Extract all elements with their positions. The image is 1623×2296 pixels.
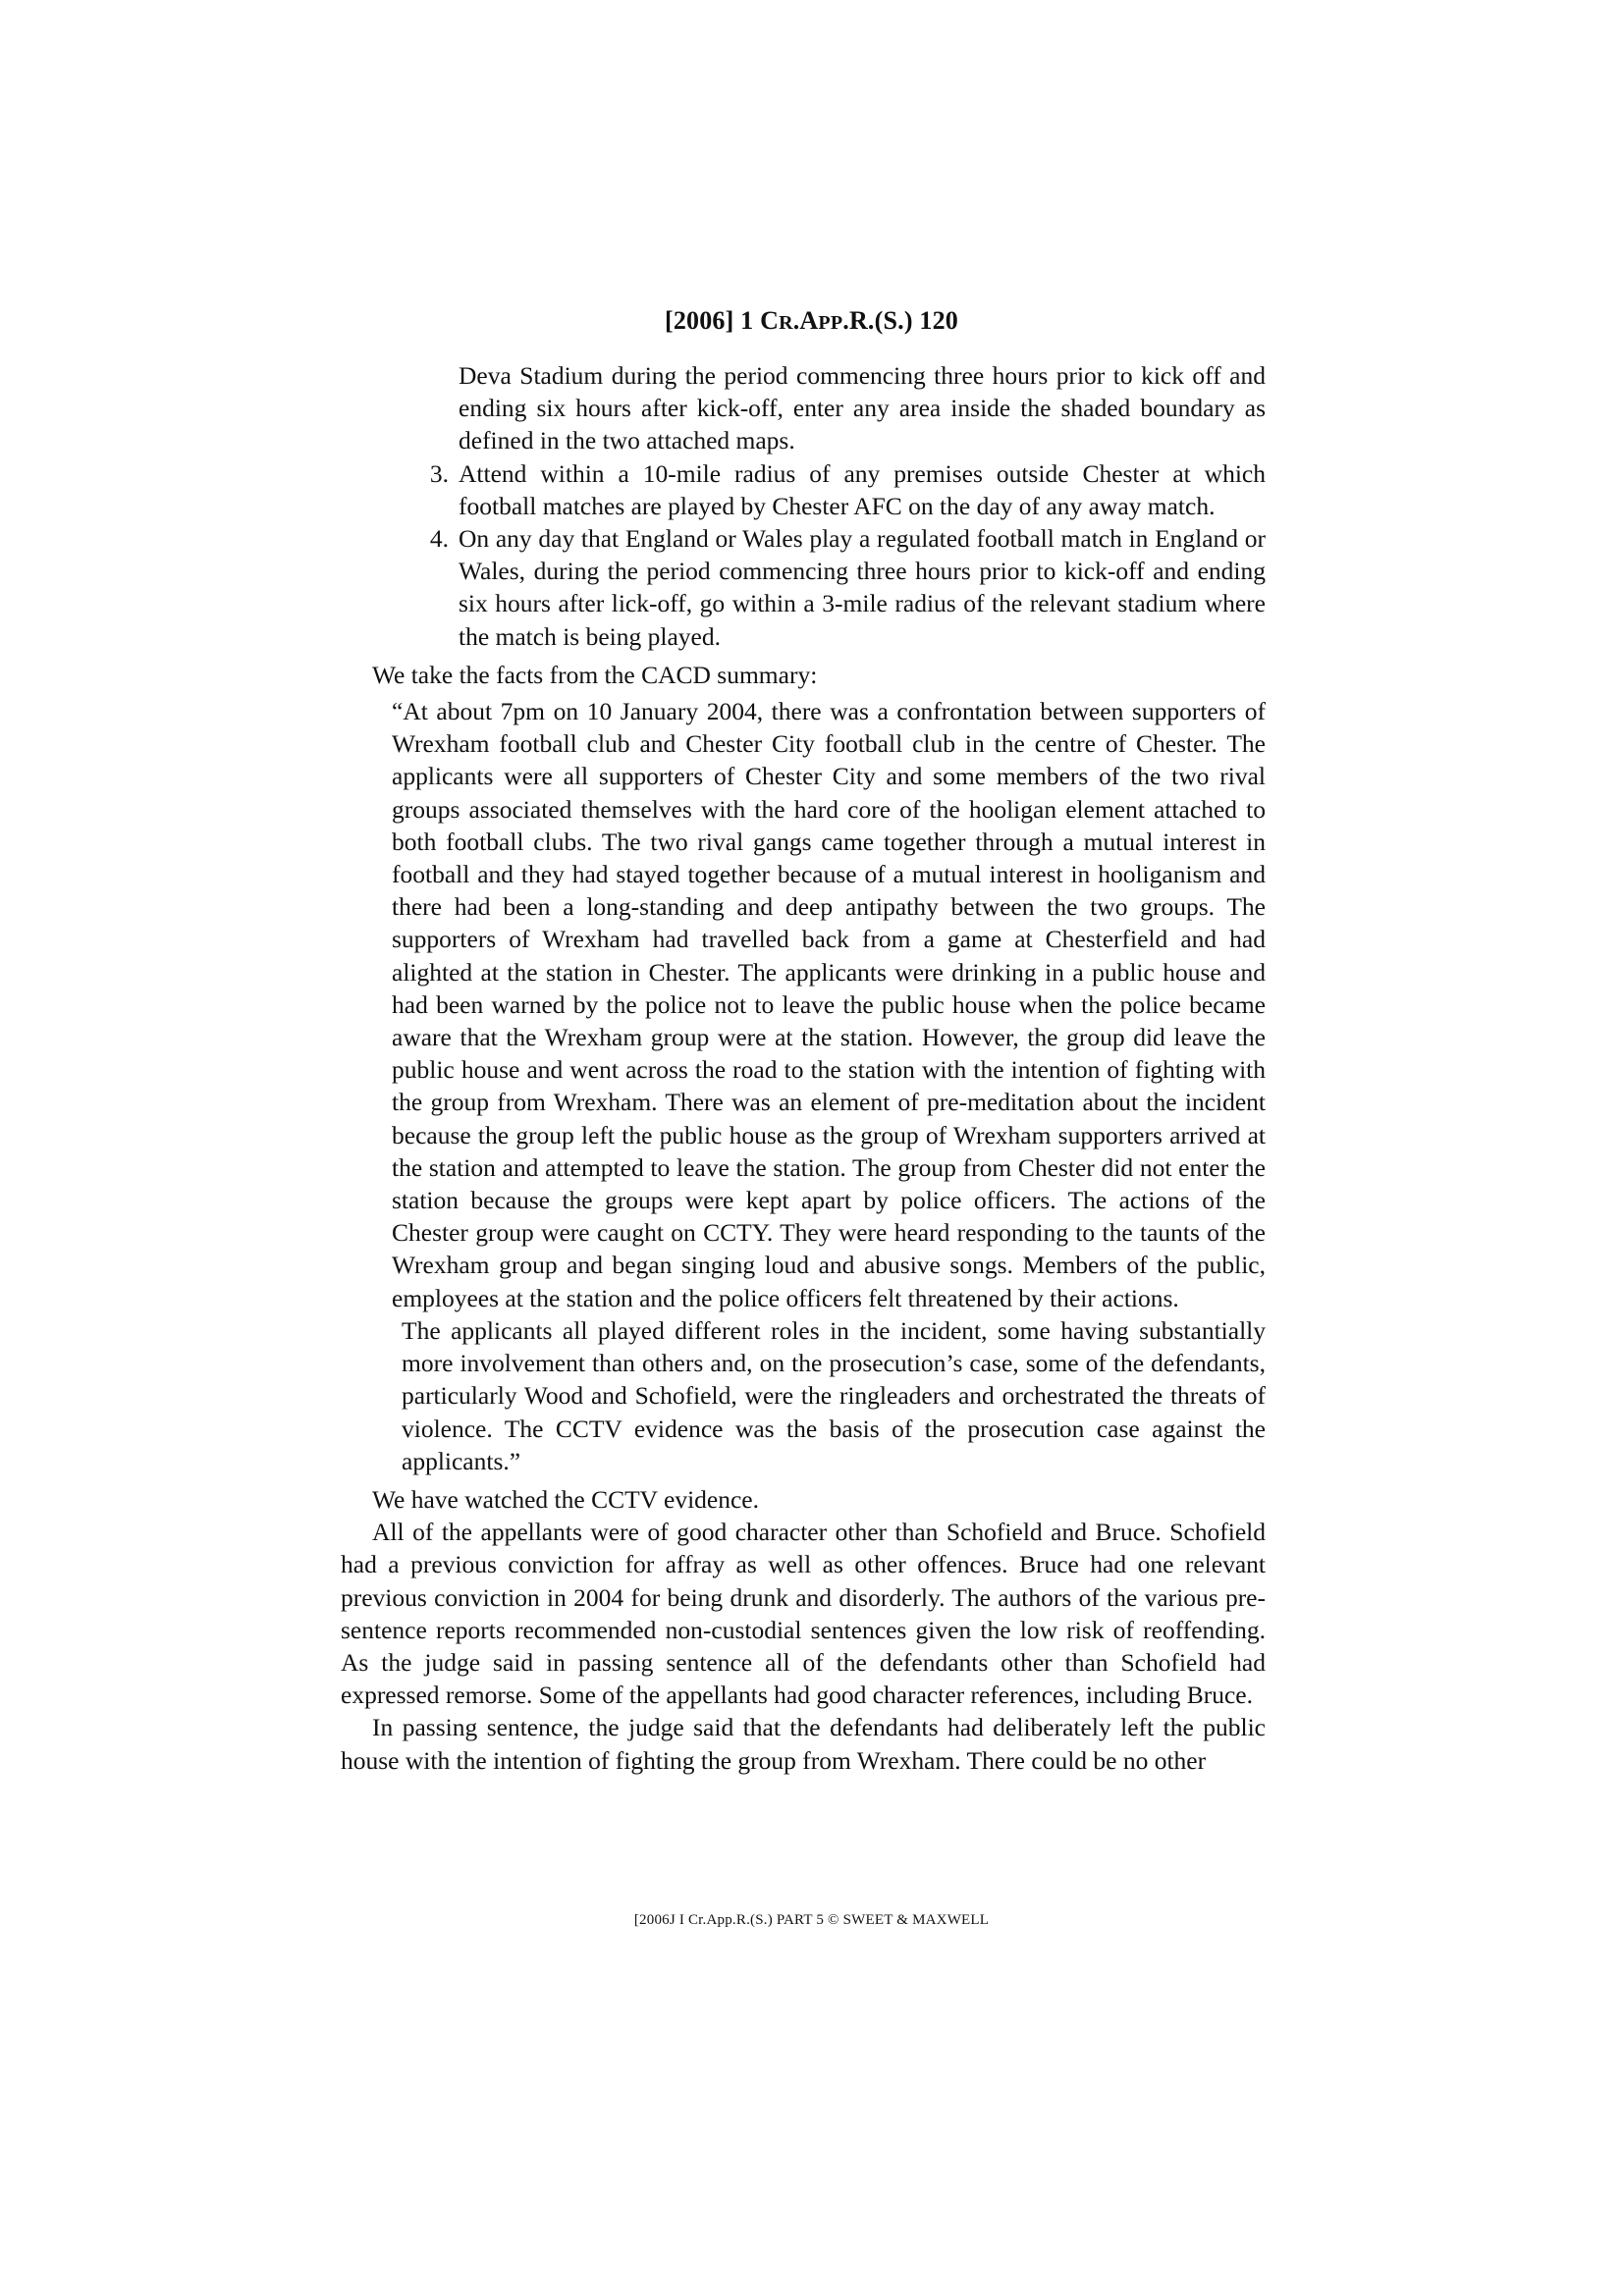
block-quote-paragraph-2: The applicants all played different roles in the incident, some having substantially more involvement than others and, on the prosecution’s case, some of the defendants, particularly Wood and Schofield, were the ringleaders and orchestrated the threats of violence. The CCTV evidence was the basis of the prosecution case against the applicants.” [402,1315,1266,1475]
continued-list-item: Deva Stadium during the period commencing three hours prior to kick off and ending six hours after kick-off, enter any area inside the shaded boundary as defined in the two attached maps. [459,361,1266,455]
list-item [429,522,1266,653]
list-item-number: 4. [429,524,449,554]
citation-small-caps-2: PP [818,312,843,334]
list-item-number: 3. [429,458,449,488]
citation-suffix: .R.(S.) 120 [842,306,959,335]
list-item [429,457,1266,522]
body-paragraph-1: We have watched the CCTV evidence. [372,1484,759,1514]
block-quote-paragraph-1: “At about 7pm on 10 January 2004, there was a confrontation between supporters of Wrexham football club and Chester City football club in the centre of Chester. The applicants were all supporters of Chester City and some members of the two rival groups associated themselves with the hard core of the hooligan element attached to both football clubs. The two rival gangs came together through a mutual interest in football and they had stayed together because of a mutual interest in hooliganism and there had been a long-standing and deep antipathy between the two groups. The supporters of Wrexham had travelled back from a game at Chesterfield and had alighted at the station in Chester. The applicants were drinking in a public house and had been warned by the police not to leave the public house when the police became aware that the Wrexham group were at the station. However, the group did leave the public house and went across the road to the station with the intention of fighting with the group from Wrexham. There was an element of pre-meditation about the incident because the group left the public house as the group of Wrexham supporters arrived at the station and attempted to leave the station. The group from Chester did not enter the station because the groups were kept apart by police officers. The actions of the Chester group were caught on CCTY. They were heard responding to the taunts of the Wrexham group and began singing loud and abusive songs. Members of the public, employees at the station and the police officers felt threatened by their actions. [392,697,1266,1312]
body-paragraph-2: All of the appellants were of good character other than Schofield and Bruce. Schofield had a previous conviction for affray as well as other offences. Bruce had one relevant previous conviction in 2004 for being drunk and disorderly. The authors of the various pre-sentence reports recommended non-custodial sentences given the low risk of reoffending. As the judge said in passing sentence all of the defendants other than Schofield had expressed remorse. Some of the appellants had good character references, including Bruce. [341,1518,1266,1710]
quote-lead-in: We take the facts from the CACD summary: [372,660,818,689]
citation-prefix: [2006] 1 C [664,306,780,335]
numbered-list [341,457,1266,653]
page-footer: [2006J I Cr.App.R.(S.) PART 5 © SWEET & MAXWELL [633,1912,990,1928]
list-item-text: Attend within a 10-mile radius of any premises outside Chester at which football matches are played by Chester AFC on the day of any away match. [459,458,1266,520]
citation-mid: .A [792,306,819,335]
running-head-citation [0,306,1623,336]
citation-small-caps-1: R [779,312,793,334]
body-paragraph-3: In passing sentence, the judge said that the defendants had deliberately left the public house with the intention of fighting the group from Wrexham. There could be no other [341,1713,1266,1775]
list-item-text: On any day that England or Wales play a regulated football match in England or Wales, during the period commencing three hours prior to kick-off and ending six hours after lick-off, go within a 3-mile radius of the relevant stadium where the match is being played. [459,524,1266,651]
body-text [341,359,1266,1777]
